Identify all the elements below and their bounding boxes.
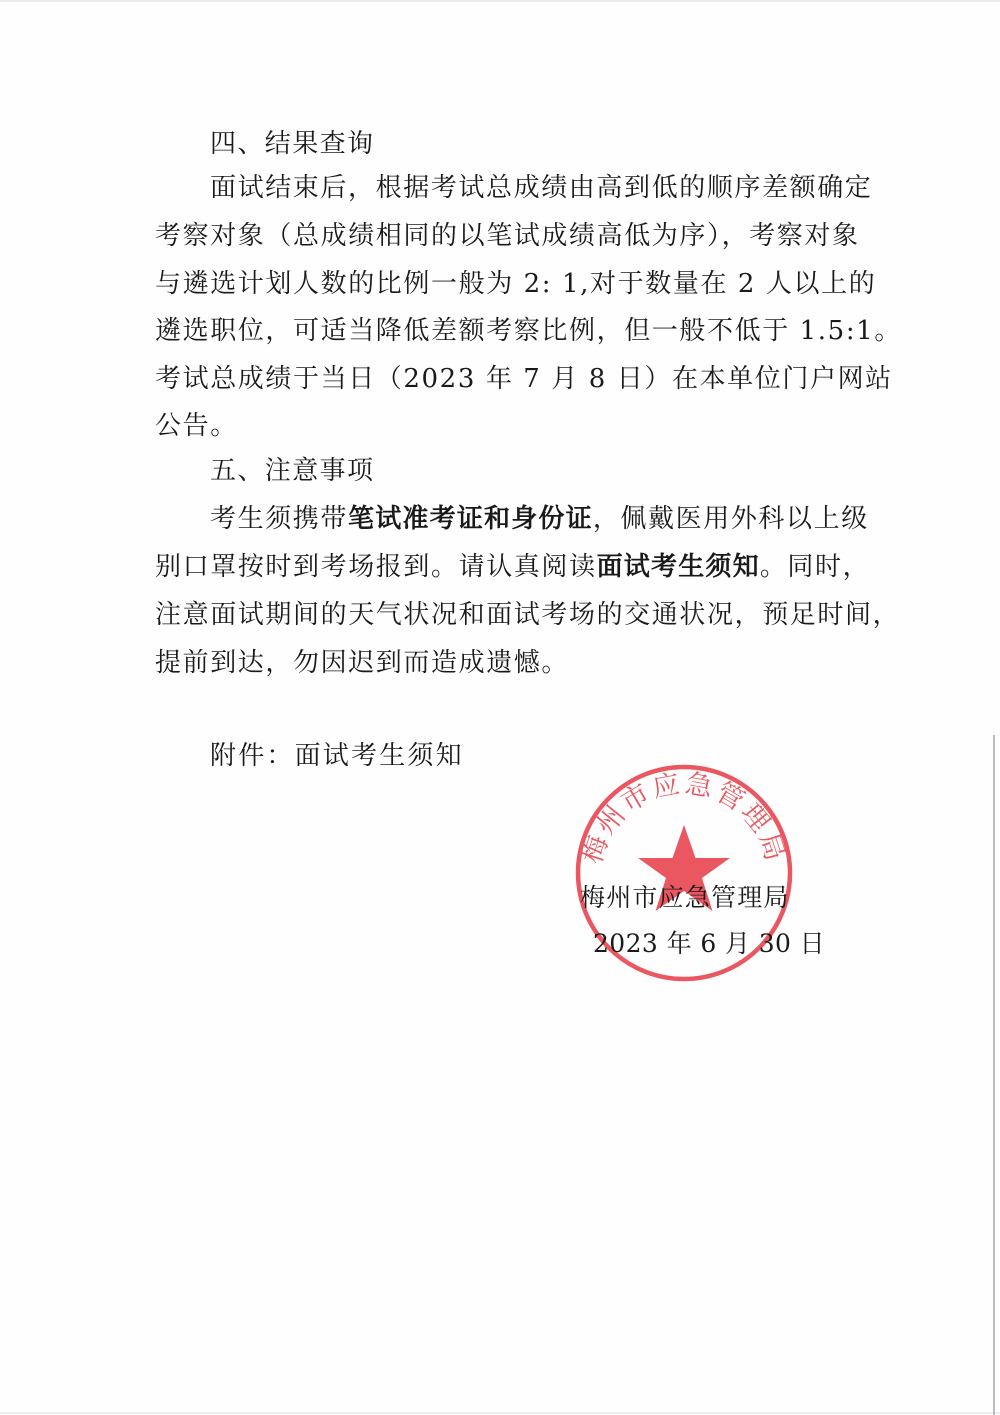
paragraph-line — [155, 499, 869, 539]
signature-organization: 梅州市应急管理局 — [580, 883, 790, 912]
text-run: 。同时， — [759, 552, 871, 582]
scan-edge-top — [0, 0, 1000, 2]
bold-text-run: 面试考生须知 — [596, 552, 760, 582]
text-run: 考生须携带 — [210, 504, 349, 534]
section-heading-results: 四、结果查询 — [210, 129, 375, 159]
attachment-label: 附件： — [210, 741, 295, 771]
paragraph-line: 遴选职位，可适当降低差额考察比例，但一般不低于 1.5:1。 — [155, 316, 902, 346]
seal-ring-text: 梅州市应急管理局 — [576, 768, 792, 868]
paragraph-line: 面试结束后，根据考试总成绩由高到低的顺序差额确定 — [210, 173, 873, 203]
paragraph-line: 注意面试期间的天气状况和面试考场的交通状况，预足时间， — [155, 600, 901, 630]
text-run: ，佩戴医用外科以上级 — [592, 504, 869, 534]
attachment-title: 面试考生须知 — [294, 741, 464, 771]
attachment-line — [210, 736, 464, 776]
section-heading-notes: 五、注意事项 — [210, 456, 375, 486]
paragraph-line: 公告。 — [155, 411, 238, 441]
signature-date: 2023 年 6 月 30 日 — [593, 929, 826, 958]
paragraph-line: 提前到达，勿因迟到而造成遗憾。 — [155, 648, 570, 678]
paragraph-line: 考试总成绩于当日（2023 年 7 月 8 日）在本单位门户网站 — [155, 364, 893, 394]
paragraph-line: 与遴选计划人数的比例一般为 2: 1,对于数量在 2 人以上的 — [155, 269, 877, 299]
bold-text-run: 笔试准考证和身份证 — [348, 504, 593, 534]
scan-edge-bottom — [0, 1412, 1000, 1414]
paragraph-line — [155, 547, 871, 587]
paragraph-line: 考察对象（总成绩相同的以笔试成绩高低为序），考察对象 — [155, 221, 860, 251]
scan-edge-right — [993, 735, 995, 1415]
text-run: 别口罩按时到考场报到。请认真阅读 — [155, 552, 597, 582]
